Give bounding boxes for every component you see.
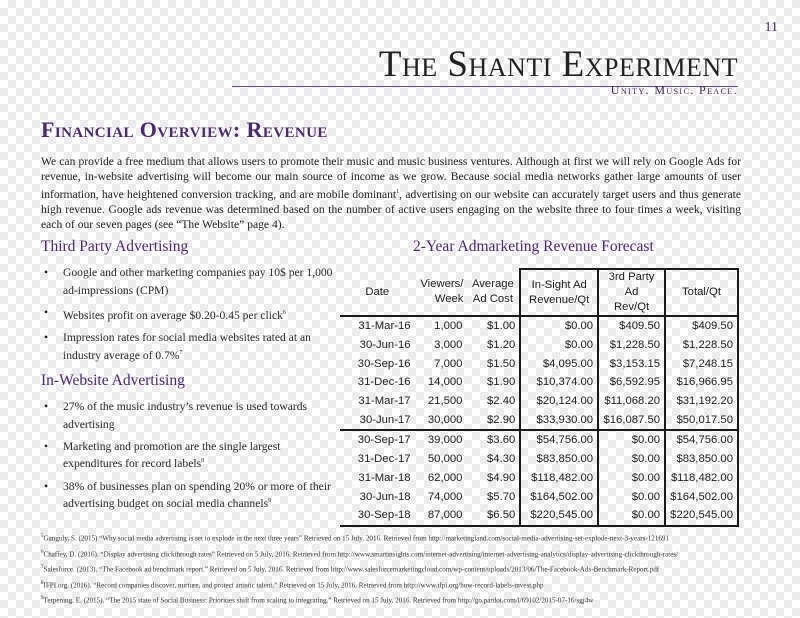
table-cell: $0.00 xyxy=(520,336,598,355)
list-item: • Marketing and promotion are the single largest expenditures for record labels$^8$ xyxy=(41,440,341,472)
table-cell: $20,124.00 xyxy=(520,392,598,411)
table-row xyxy=(340,506,738,526)
table-cell: 74,000 xyxy=(427,490,463,503)
list-item: • 27% of the music industry’s revenue is used towards advertising xyxy=(41,400,341,432)
third-party-list xyxy=(41,266,341,371)
intro-paragraph: We can provide a free medium that allows users to promote their music and music business ventures. Although at first we will rely on Google Ads for revenue, in-website advertising will become our main source of income as we grow. Because social media networks gather large amounts of user information, have heightened conversion tracking, and are mobile dominant$^1$, advertising on our website can accurately target users and thus generate high revenue. Google ads revenue was determined based on the number of active users engaging on the website three to four times a week, visiting each of our seven pages (see “The Website” page 4). xyxy=(41,155,742,232)
footnote-ref: 1 xyxy=(396,188,400,195)
in-website-heading: In-Website Advertising xyxy=(41,372,185,389)
table-cell: 1,000 xyxy=(434,320,463,333)
col-total: Total/Qt xyxy=(665,269,738,316)
table-row xyxy=(340,336,738,355)
table-row xyxy=(340,450,738,469)
document-title: The Shanti Experiment xyxy=(378,44,738,85)
table-cell: $31,192.20 xyxy=(665,392,738,411)
table-row xyxy=(340,487,738,506)
footnote: $^8$IFPI.org. (2016). “Record companies discover, nurture, and protect artistic talent.” Retrieved on 15 July, 2016. Retrieved from http://www.ifpi.org/how-record-labels-invest.php xyxy=(41,580,544,590)
table-cell: 62,000 xyxy=(427,471,463,484)
table-cell: 30,000 xyxy=(427,413,463,426)
table-header-row xyxy=(340,269,738,316)
table-cell: 31-Mar-18 xyxy=(358,471,411,484)
table-row xyxy=(340,373,738,392)
table-cell: $220,545.00 xyxy=(665,506,738,526)
table-cell: $118,482.00 xyxy=(665,469,738,488)
table-cell: 50,000 xyxy=(427,453,463,466)
table-row xyxy=(340,316,738,336)
table-cell: 7,000 xyxy=(434,357,463,370)
table-cell: $4,095.00 xyxy=(520,354,598,373)
table-cell: 14,000 xyxy=(427,376,463,389)
col-viewers: Viewers/ Week xyxy=(420,278,464,305)
table-cell: $2.90 xyxy=(487,413,516,426)
table-cell: $1.90 xyxy=(487,376,516,389)
table-cell: $16,087.50 xyxy=(598,410,665,430)
tagline: Unity. Music. Peace. xyxy=(610,83,738,97)
table-cell: 30-Sep-18 xyxy=(357,509,411,522)
table-cell: $1,228.50 xyxy=(665,336,738,355)
table-cell: 39,000 xyxy=(427,434,463,447)
table-cell: $0.00 xyxy=(598,430,665,450)
table-cell: 30-Sep-16 xyxy=(357,357,411,370)
table-cell: $0.00 xyxy=(598,506,665,526)
in-website-list xyxy=(41,400,341,520)
table-cell: $50,017.50 xyxy=(665,410,738,430)
table-row xyxy=(340,354,738,373)
table-cell: $2.40 xyxy=(487,395,516,408)
footnote: $^5$Ganguly, S. (2015) “Why social media advertising is set to explode in the next three years” Retrieved on 15 July, 2016. Retrieved from http://marketingland.com/social-media-advertising-set-explode-next-3-years-121691 xyxy=(41,534,670,543)
table-cell: $1,228.50 xyxy=(598,336,665,355)
table-cell: $3,153.15 xyxy=(598,354,665,373)
table-cell: $0.00 xyxy=(598,469,665,488)
table-cell: $409.50 xyxy=(665,316,738,336)
table-cell: $7,248.15 xyxy=(665,354,738,373)
table-cell: $6.50 xyxy=(487,509,516,522)
forecast-table xyxy=(340,268,739,527)
table-row xyxy=(340,469,738,488)
table-row xyxy=(340,410,738,430)
table-cell: $118,482.00 xyxy=(520,469,598,488)
table-cell: 30-Jun-18 xyxy=(359,490,411,503)
table-cell: $164,502.00 xyxy=(520,487,598,506)
table-cell: 31-Dec-17 xyxy=(357,453,411,466)
forecast-body xyxy=(340,316,738,526)
table-cell: $54,756.00 xyxy=(520,430,598,450)
table-cell: 87,000 xyxy=(427,509,463,522)
table-cell: $11,068.20 xyxy=(598,392,665,411)
col-insight-revenue: In-Sight Ad Revenue/Qt xyxy=(520,269,598,316)
table-cell: $16,966.95 xyxy=(665,373,738,392)
table-cell: $10,374.00 xyxy=(520,373,598,392)
table-cell: 31-Dec-16 xyxy=(357,376,411,389)
table-cell: $0.00 xyxy=(598,450,665,469)
page-number: 11 xyxy=(764,20,778,35)
table-cell: $83,850.00 xyxy=(665,450,738,469)
forecast-title: 2-Year Admarketing Revenue Forecast xyxy=(413,238,654,255)
table-cell: $164,502.00 xyxy=(665,487,738,506)
table-cell: $33,930.00 xyxy=(520,410,598,430)
col-date: Date xyxy=(365,285,390,298)
list-item: • Google and other marketing companies pay 10$ per 1,000 ad-impressions (CPM) xyxy=(41,266,341,298)
table-cell: $0.00 xyxy=(598,487,665,506)
table-cell: $83,850.00 xyxy=(520,450,598,469)
table-cell: 31-Mar-17 xyxy=(358,395,411,408)
table-cell: 31-Mar-16 xyxy=(358,320,411,333)
table-cell: $1.50 xyxy=(487,357,516,370)
footnotes xyxy=(41,530,776,608)
list-item: • Websites profit on average $0.20-0.45 per click$^6$ xyxy=(41,306,341,323)
col-third-party-revenue: 3rd Party Ad Rev/Qt xyxy=(598,269,665,316)
table-cell: 30-Jun-16 xyxy=(359,339,411,352)
table-cell: $54,756.00 xyxy=(665,430,738,450)
table-cell: $220,545.00 xyxy=(520,506,598,526)
footnote: $^9$Terpening, E. (2015). “The 2015 state of Social Business: Priorities shift from scaling to integrating.” Retrieved on 15 July, 2016. Retrieved from http://go.pardot.com/l/69102/2015-07-16/sgj4w xyxy=(41,596,594,605)
table-row xyxy=(340,392,738,411)
list-item: • Impression rates for social media websites rated at an industry average of 0.7%$^7$ xyxy=(41,331,341,363)
footnote: $^7$Salesforce. (2013). “The Facebook ad benchmark report.” Retrieved on 5 July, 2016. Retrieved from http://www.salesforcemarketingcloud.com/wp-content/uploads/2013/06/The-Facebook-Ads-Benchmark-Report.pdf xyxy=(41,565,660,574)
table-cell: 30-Sep-17 xyxy=(357,434,411,447)
footnote: $^6$Chaffey, D. (2016). “Display advertising clickthrough rates” Retrieved on 5 July, 2016. Retrieved from http://www.smartinsights.com/internet-advertising/internet-advertising-analytics/display-advertising-clickthrough-rates/ xyxy=(41,549,679,558)
table-cell: 21,500 xyxy=(427,395,463,408)
third-party-heading: Third Party Advertising xyxy=(41,238,189,255)
table-cell: $0.00 xyxy=(520,316,598,336)
table-row xyxy=(340,430,738,450)
table-cell: $4.90 xyxy=(487,471,516,484)
table-cell: 30-Jun-17 xyxy=(359,413,411,426)
table-cell: $6,592.95 xyxy=(598,373,665,392)
table-cell: $1.00 xyxy=(487,320,516,333)
table-cell: $5.70 xyxy=(487,490,516,503)
table-cell: $4.30 xyxy=(487,453,516,466)
list-item: • 38% of businesses plan on spending 20% or more of their advertising budget on social media channels$^9$ xyxy=(41,480,341,512)
table-cell: $3.60 xyxy=(487,434,516,447)
table-cell: $1.20 xyxy=(487,339,516,352)
table-cell: $409.50 xyxy=(598,316,665,336)
col-ad-cost: Average Ad Cost xyxy=(471,278,514,305)
section-title: Financial Overview: Revenue xyxy=(41,117,328,142)
table-cell: 3,000 xyxy=(434,339,463,352)
